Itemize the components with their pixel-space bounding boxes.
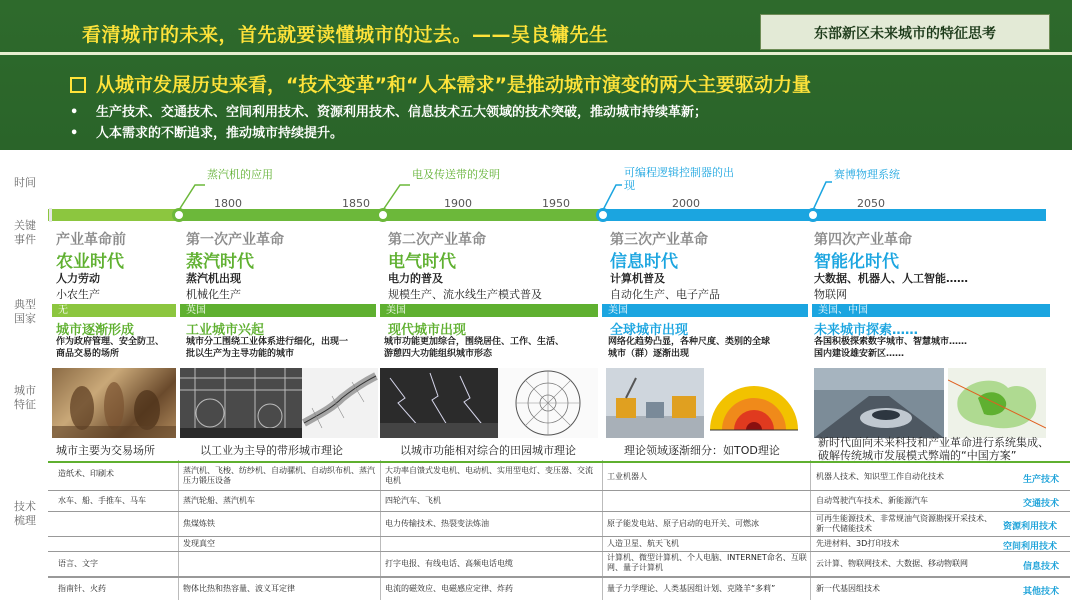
tech-cell: 造纸术、印刷术: [58, 469, 114, 478]
country-bar: 美国: [380, 304, 598, 317]
event-electricity: 电及传送带的发明: [412, 168, 500, 181]
city-desc-line: 作为政府管理、安全防卫、: [56, 337, 165, 347]
tech-cell: 量子力学理论、人类基因组计划、克隆羊“多莉”: [607, 584, 776, 593]
tech-row: [48, 536, 1070, 550]
era-line: 自动化生产、电子产品: [610, 288, 720, 301]
tech-cell: 大功率自馈式发电机、电动机、实用型电灯、变压器、交流电机: [385, 466, 593, 485]
era-caption-line: 破解传统城市发展模式弊端的“中国方案”: [818, 449, 1017, 462]
country-bar: 美国: [602, 304, 808, 317]
side-label-countries: 典型国家: [14, 298, 36, 325]
era-line: 机械化生产: [186, 288, 241, 301]
year-label: 1950: [542, 197, 570, 210]
tech-cell: 机器人技术、知识型工作自动化技术: [816, 472, 944, 481]
era-line: 人力劳动: [56, 272, 100, 285]
city-desc-line: 城市（群）逐渐出现: [608, 349, 690, 359]
tech-category: 空间利用技术: [1003, 542, 1058, 552]
tech-cell: 打字电报、有线电话、高频电话电缆: [385, 559, 513, 568]
city-heading: 未来城市探索……: [814, 323, 919, 338]
era-line: 物联网: [814, 288, 847, 301]
year-label: 1900: [444, 197, 472, 210]
tech-cell: 工业机器人: [607, 472, 647, 481]
era-title: 第二次产业革命: [388, 232, 486, 248]
era-caption: 以城市功能相对综合的田园城市理论: [400, 444, 576, 457]
bullet-text: 生产技术、交通技术、空间利用技术、资源利用技术、信息技术五大领域的技术突破，推动城市持续革新；: [96, 105, 708, 120]
tech-cell: 四轮汽车、飞机: [385, 496, 441, 505]
event-cps: 赛博物理系统: [834, 168, 900, 181]
era-name: 电气时代: [388, 252, 456, 272]
side-label-tech: 技术梳理: [14, 500, 36, 527]
year-label: 2000: [672, 197, 700, 210]
era-caption: 城市主要为交易场所: [56, 444, 155, 457]
side-label-features: 城市特征: [14, 384, 36, 411]
country-bar: 英国: [180, 304, 376, 317]
era-caption: 理论领域逐渐细分：如TOD理论: [624, 444, 780, 457]
bullet-item: • 人本需求的不断追求，推动城市持续提升。: [70, 126, 344, 141]
tech-cell: 新一代基因组技术: [816, 584, 880, 593]
tech-cell: 自动驾驶汽车技术、新能源汽车: [816, 496, 928, 505]
tech-category: 其他技术: [1023, 587, 1060, 597]
event-plc: 可编程逻辑控制器的出现: [624, 166, 734, 192]
bullet-item: • 生产技术、交通技术、空间利用技术、资源利用技术、信息技术五大领域的技术突破，推动城市持续革新；: [70, 105, 708, 120]
tech-category: 生产技术: [1023, 475, 1060, 485]
quote-text: 看清城市的未来，首先就要读懂城市的过去。——吴良镛先生: [82, 24, 609, 46]
era-caption: 以工业为主导的带形城市理论: [200, 444, 343, 457]
city-heading: 工业城市兴起: [186, 323, 265, 338]
era-line: 大数据、机器人、人工智能……: [814, 272, 968, 285]
city-desc-line: 商品交易的场所: [56, 349, 120, 359]
city-desc-line: 网络化趋势凸显，各种尺度、类别的全球: [608, 337, 771, 347]
garden-city-diagram: [498, 368, 598, 438]
era-line: 蒸汽机出现: [186, 272, 241, 285]
tech-cell: 蒸汽机、飞梭、纺纱机、自动骡机、自动织布机、蒸汽压力锻压设备: [183, 466, 375, 485]
tech-row: [48, 551, 1070, 575]
era-line: 电力的普及: [388, 272, 443, 285]
era-title: 第四次产业革命: [814, 232, 912, 248]
tech-row: [48, 511, 1070, 535]
tech-cell: 发现真空: [183, 539, 215, 548]
automated-factory-image: [606, 368, 704, 438]
city-desc-line: 批以生产为主导功能的城市: [186, 349, 295, 359]
tech-row: [48, 461, 1070, 489]
tech-cell: 原子能发电站、原子启动的电开关、可燃冰: [607, 519, 759, 528]
year-label: 1850: [342, 197, 370, 210]
future-mobility-image: [814, 368, 944, 438]
tech-row: [48, 490, 1070, 510]
city-heading: 现代城市出现: [388, 323, 467, 338]
tech-cell: 指南针、火药: [58, 584, 106, 593]
city-heading: 城市逐渐形成: [56, 323, 135, 338]
tech-category: 信息技术: [1023, 562, 1060, 572]
tech-cell: 电力传输技术、热裂变法炼油: [385, 519, 489, 528]
era-name: 智能化时代: [814, 252, 899, 272]
era-name: 信息时代: [610, 252, 678, 272]
era-name: 蒸汽时代: [186, 252, 254, 272]
side-label-events: 关键事件: [14, 219, 36, 246]
city-heading: 全球城市出现: [610, 323, 689, 338]
topic-title: 东部新区未来城市的特征思考: [814, 26, 996, 42]
tech-cell: 蒸汽轮船、蒸汽机车: [183, 496, 255, 505]
era-title: 产业革命前: [56, 232, 126, 248]
tech-cell: 计算机、微型计算机、个人电脑、INTERNET命名、互联网、量子计算机: [607, 553, 807, 572]
era-line: 计算机普及: [610, 272, 665, 285]
industrial-factory-image: [180, 368, 302, 438]
headline-text: 从城市发展历史来看，“技术变革”和“人本需求”是推动城市演变的两大主要驱动力量: [96, 74, 811, 96]
country-bar: 美国、中国: [812, 304, 1050, 317]
event-steam-engine: 蒸汽机的应用: [207, 168, 273, 181]
city-desc-line: 游憩四大功能组织城市形态: [384, 349, 493, 359]
country-bar: 无: [52, 304, 176, 317]
tod-diagram: [706, 368, 802, 438]
tech-cell: 电流的磁效应、电磁感应定律、炸药: [385, 584, 513, 593]
era-name: 农业时代: [56, 252, 124, 272]
tech-row: [48, 576, 1070, 602]
tech-cell: 人造卫星、航天飞机: [607, 539, 679, 548]
era-title: 第三次产业革命: [610, 232, 708, 248]
electric-age-image: [380, 368, 498, 438]
tech-cell: 先进材料、3D打印技术: [816, 539, 900, 548]
tech-cell: 水车、船、手推车、马车: [58, 496, 146, 505]
city-desc-line: 各国积极探索数字城市、智慧城市……: [814, 337, 968, 347]
side-label-time: 时间: [14, 176, 36, 189]
year-label: 1800: [214, 197, 242, 210]
tech-cell: 语言、文字: [58, 559, 98, 568]
year-label: 2050: [857, 197, 885, 210]
agrarian-city-image: [52, 368, 176, 438]
tech-category: 资源利用技术: [1003, 522, 1058, 532]
city-desc-line: 国内建设雄安新区……: [814, 349, 905, 359]
bullet-text: 人本需求的不断追求，推动城市持续提升。: [96, 126, 344, 141]
era-line: 小农生产: [56, 288, 100, 301]
linear-city-diagram: [302, 368, 378, 438]
xiongan-plan-map: [948, 368, 1046, 438]
era-title: 第一次产业革命: [186, 232, 284, 248]
tech-cell: 物体比热和热容量、波义耳定律: [183, 584, 295, 593]
tech-category: 交通技术: [1023, 499, 1060, 509]
city-desc-line: 城市分工围绕工业体系进行细化，出现一: [186, 337, 349, 347]
era-caption-line: 新时代面向未来科技和产业革命进行系统集成、: [818, 436, 1049, 449]
city-desc-line: 城市功能更加综合，围绕居住、工作、生活、: [384, 337, 565, 347]
tech-cell: 云计算、物联网技术、大数据、移动物联网: [816, 559, 968, 568]
tech-cell: 焦煤炼铁: [183, 519, 215, 528]
tech-cell: 可再生能源技术、非常规油气资源勘探开采技术、新一代储能技术: [816, 514, 992, 533]
era-line: 规模生产、流水线生产模式普及: [388, 288, 542, 301]
